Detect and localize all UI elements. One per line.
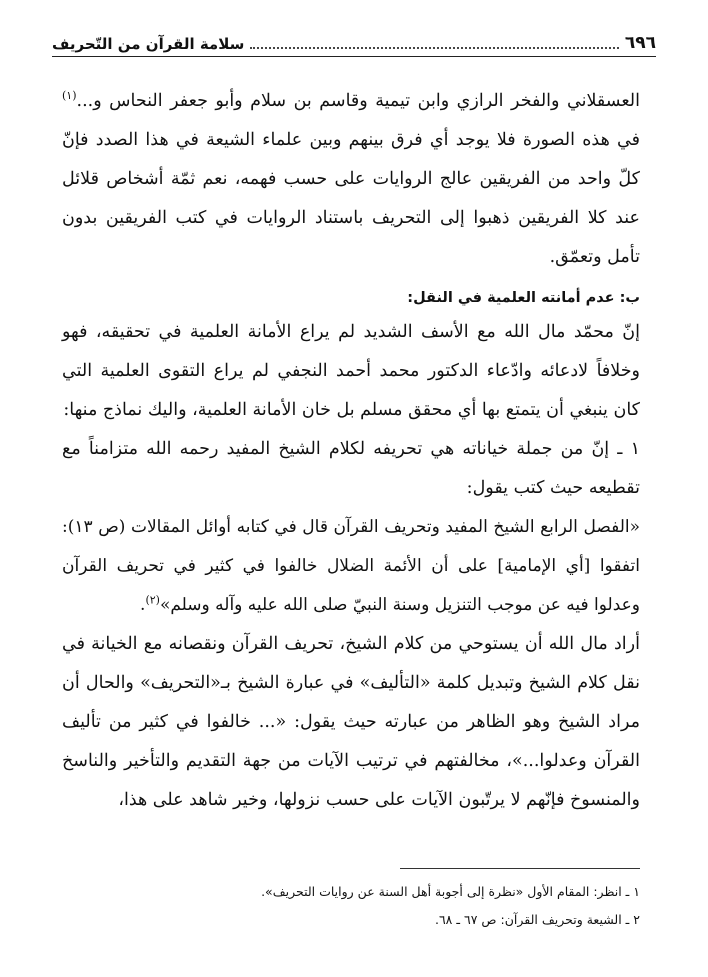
section-subheading: ب: عدم أمانته العلمية في النقل: bbox=[407, 290, 640, 306]
footnote-1: ١ ـ انظر: المقام الأول «نظرة إلى أجوبة أهل السنة عن روايات التحريف». bbox=[261, 884, 640, 899]
footnotes bbox=[62, 878, 640, 934]
running-title: سلامة القرآن من التّحريف bbox=[52, 35, 245, 53]
quotation-text: «الفصل الرابع الشيخ المفيد وتحريف القرآن قال في كتابه أوائل المقالات (ص ١٣): اتفقوا [أي الإمامية] على أن الأئمة الضلال خالفوا في كثير في تحريف القرآن وعدلوا فيه عن موجب التنزيل وسنة النبيّ صلى الله عليه وآله وسلم» bbox=[62, 517, 640, 615]
footnote-separator bbox=[400, 868, 640, 869]
header-dotted-leader bbox=[250, 47, 619, 49]
footnote-ref-1: (١) bbox=[62, 89, 77, 103]
footnote-ref-2: (٢) bbox=[145, 593, 160, 607]
paragraph-1-continuation: في هذه الصورة فلا يوجد أي فرق بينهم وبين علماء الشيعة في هذا الصدد فإنّ كلّ واحد من الفريقين عالج الروايات على حسب فهمه، نعم ثمّة أشخاص قلائل عند كلا الفريقين ذهبوا إلى التحريف باستناد الروايات في كتب الفريقين بدون تأمل وتعمّق. bbox=[62, 130, 640, 267]
running-header bbox=[52, 30, 656, 57]
paragraph-1-text: العسقلاني والفخر الرازي وابن تيمية وقاسم بن سلام وأبو جعفر النحاس و... bbox=[76, 91, 640, 111]
quotation bbox=[62, 508, 640, 625]
main-text bbox=[62, 82, 640, 820]
page-number: ٦٩٦ bbox=[624, 33, 656, 53]
footnote-2: ٢ ـ الشيعة وتحريف القرآن: ص ٦٧ ـ ٦٨. bbox=[434, 912, 640, 927]
quotation-end: . bbox=[140, 595, 146, 615]
paragraph-2: إنّ محمّد مال الله مع الأسف الشديد لم يراع الأمانة العلمية في تحقيقه، فهو وخلافاً لادعائه وادّعاء الدكتور محمد أحمد النجفي لم يراع التقوى العلمية التي كان ينبغي أن يتمتع بها أي محقق مسلم بل خان الأمانة العلمية، واليك نماذج منها: bbox=[62, 322, 640, 420]
paragraph-4: أراد مال الله أن يستوحي من كلام الشيخ، تحريف القرآن ونقصانه مع الخيانة في نقل كلام الشيخ وتبديل كلمة «التأليف» في عبارة الشيخ بـ«التحريف» والحال أن مراد الشيخ وهو الظاهر من عبارته حيث يقول: «... خالفوا في كثير من تأليف القرآن وعدلوا...»، مخالفتهم في ترتيب الآيات من جهة التقديم والتأخير والناسخ والمنسوخ فإنّهم لا يرتّبون الآيات على حسب نزولها، وخير شاهد على هذا، bbox=[62, 634, 640, 810]
paragraph-3: ١ ـ إنّ من جملة خياناته هي تحريفه لكلام الشيخ المفيد رحمه الله متزامناً مع تقطيعه حيث كتب يقول: bbox=[62, 439, 640, 498]
paragraph-1 bbox=[62, 82, 640, 277]
